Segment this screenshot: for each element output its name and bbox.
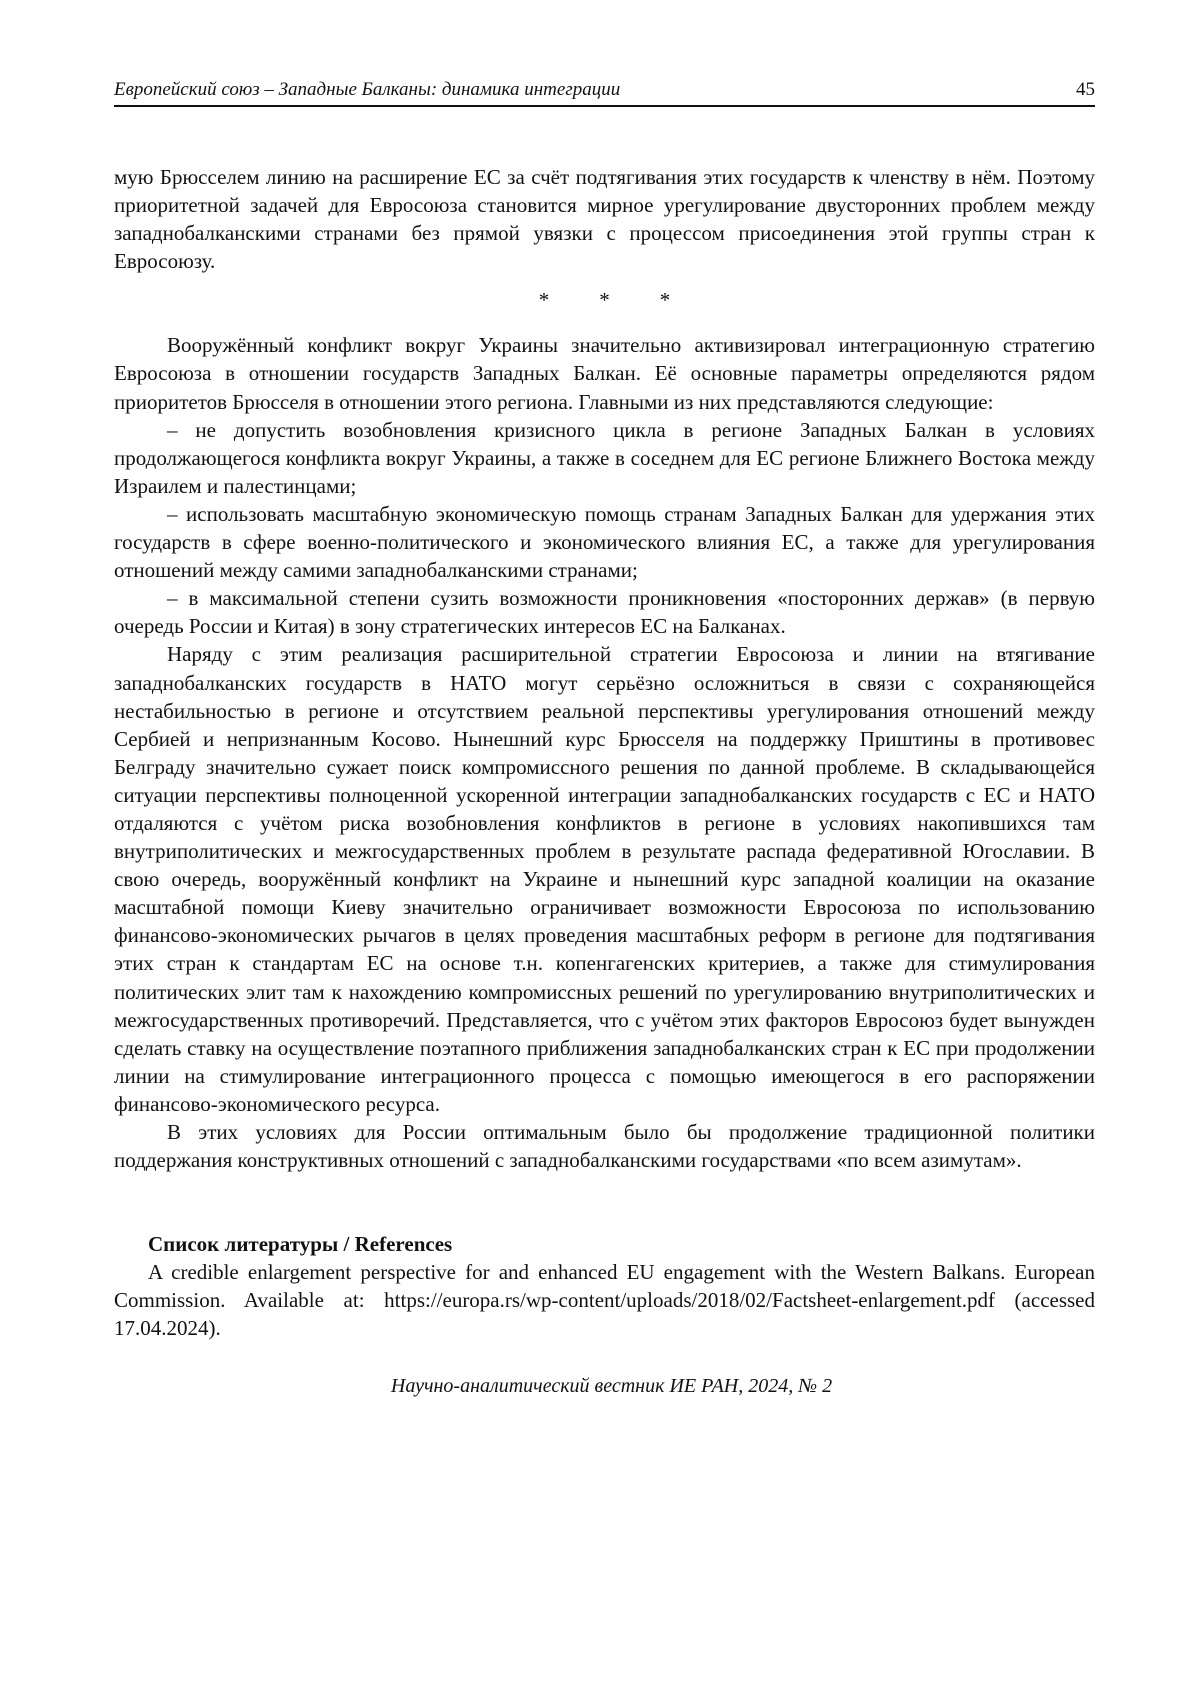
paragraph-continuation: мую Брюсселем линию на расширение ЕС за счёт подтягивания этих государств к членству в нём. Поэтому приоритетной задачей для Евросоюза становится мирное урегулирование двусторонних проблем между западнобалканскими странами без прямой увязки с процессом присоединения этой группы стран к Евросоюзу. [114,165,1095,274]
separator-asterisk: * [599,288,610,313]
running-header [114,78,1095,107]
list-item-priority: – не допустить возобновления кризисного цикла в регионе Западных Балкан в условиях продолжающегося конфликта вокруг Украины, а также в соседнем для ЕС регионе Ближнего Востока между Израилем и палестинцами; [114,417,1095,498]
running-title: Европейский союз – Западные Балканы: динамика интеграции [114,79,621,100]
paragraph-analysis: Наряду с этим реализация расширительной стратегии Евросоюза и линии на втягивание западнобалканских государств в НАТО могут серьёзно осложниться в связи с сохраняющейся нестабильностью в регионе и отсутствием реальной перспективы урегулирования отношений между Сербией и непризнанным Косово. Нынешний курс Брюсселя на поддержку Приштины в противовес Белграду значительно сужает поиск компромиссного решения по данной проблеме. В складывающейся ситуации перспективы полноценной ускоренной интеграции западнобалканских государств с ЕС и НАТО отдаляются с учётом риска возобновления конфликтов в регионе в условиях накопившихся там внутриполитических и межгосударственных проблем в результате распада федеративной Югославии. В свою очередь, вооружённый конфликт на Украине и нынешний курс западной коалиции на оказание масштабной помощи Киеву значительно ограничивает возможности Евросоюза по использованию финансово-экономических рычагов в целях проведения масштабных реформ в регионе для подтягивания этих стран к стандартам ЕС на основе т.н. копенгагенских критериев, а также для стимулирования политических элит там к нахождению компромиссных решений по урегулированию внутриполитических и межгосударственных противоречий. Представляется, что с учётом этих факторов Евросоюз будет вынужден сделать ставку на осуществление поэтапного приближения западнобалканских стран к ЕС при продолжении линии на стимулирование интеграционного процесса с помощью имеющегося в его распоряжении финансово-экономического ресурса. [114,642,1095,1116]
references-heading: Список литературы / References [148,1232,453,1257]
list-item-priority: – использовать масштабную экономическую помощь странам Западных Балкан для удержания этих государств в сфере военно-политического и экономического влияния ЕС, а также для урегулирования отношений между самими западнобалканскими странами; [114,501,1095,583]
article-body [114,163,1095,1174]
paragraph-intro: Вооружённый конфликт вокруг Украины значительно активизировал интеграционную стратегию Евросоюза в отношении государств Западных Балкан. Её основные параметры определяются рядом приоритетов Брюсселя в отношении этого региона. Главными из них представляются следующие: [114,333,1095,414]
separator-asterisk: * [538,288,550,313]
list-item-priority: – в максимальной степени сузить возможности проникновения «посторонних держав» (в первую очередь России и Китая) в зону стратегических интересов ЕС на Балканах. [114,586,1095,639]
references-section [114,1230,1095,1342]
section-separator [114,286,1095,314]
paragraph-conclusion: В этих условиях для России оптимальным было бы продолжение традиционной политики поддержания конструктивных отношений с западнобалканскими государствами «по всем азимутам». [114,1120,1095,1173]
page-number: 45 [1076,79,1095,100]
journal-footer: Научно-аналитический вестник ИЕ РАН, 2024, № 2 [390,1374,833,1397]
page [114,78,1095,1399]
separator-asterisk: * [659,288,671,313]
reference-item: A credible enlargement perspective for and enhanced EU engagement with the Western Balkans. European Commission. Available at: https://europa.rs/wp-content/uploads/2018/02/Factsheet-enlargement.pdf (accessed 17.04.2024). [114,1260,1095,1341]
